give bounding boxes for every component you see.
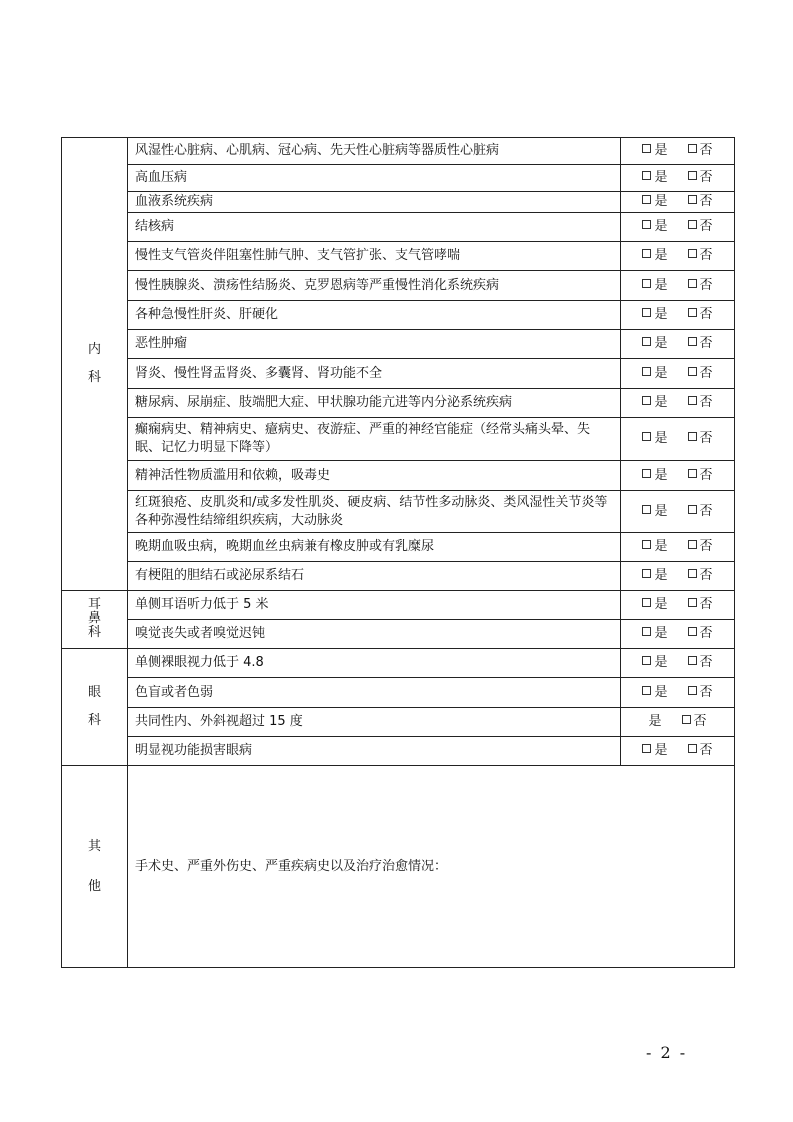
yes-checkbox[interactable] xyxy=(642,195,651,204)
yes-checkbox[interactable] xyxy=(642,308,651,317)
no-checkbox[interactable] xyxy=(688,540,697,549)
yes-checkbox[interactable] xyxy=(642,249,651,258)
table-row xyxy=(62,301,735,330)
condition-text: 共同性内、外斜视超过 15 度 xyxy=(128,708,621,737)
condition-text: 风湿性心脏病、心肌病、冠心病、先天性心脏病等器质性心脏病 xyxy=(128,138,621,165)
yes-option[interactable]: 是 xyxy=(642,654,667,672)
no-option[interactable]: 否 xyxy=(688,503,713,521)
condition-text: 嗅觉丧失或者嗅觉迟钝 xyxy=(128,620,621,649)
health-declaration-table xyxy=(61,137,735,968)
no-checkbox[interactable] xyxy=(688,337,697,346)
yes-checkbox[interactable] xyxy=(642,744,651,753)
yes-no-choice xyxy=(621,708,735,737)
yes-no-choice xyxy=(621,271,735,301)
yes-option[interactable]: 是 xyxy=(642,142,667,160)
condition-text: 恶性肿瘤 xyxy=(128,330,621,359)
table-row xyxy=(62,165,735,192)
table-row xyxy=(62,766,735,968)
yes-option[interactable]: 是 xyxy=(642,306,667,324)
yes-option[interactable]: 是 xyxy=(642,247,667,265)
no-checkbox[interactable] xyxy=(688,569,697,578)
yes-no-choice xyxy=(621,138,735,165)
condition-text: 癫痫病史、精神病史、癔病史、夜游症、严重的神经官能症（经常头痛头晕、失眠、记忆力明显下降等） xyxy=(128,418,621,461)
no-option[interactable]: 否 xyxy=(688,247,713,265)
yes-option[interactable]: 是 xyxy=(642,596,667,614)
yes-option[interactable]: 是 xyxy=(642,538,667,556)
yes-option[interactable]: 是 xyxy=(642,684,667,702)
table-row xyxy=(62,591,735,620)
no-checkbox[interactable] xyxy=(688,598,697,607)
condition-text: 精神活性物质滥用和依赖，吸毒史 xyxy=(128,461,621,491)
yes-option[interactable]: 是 xyxy=(642,277,667,295)
no-option[interactable]: 否 xyxy=(688,596,713,614)
yes-option[interactable]: 是 xyxy=(642,567,667,585)
no-option[interactable]: 否 xyxy=(688,538,713,556)
yes-checkbox[interactable] xyxy=(642,569,651,578)
condition-text: 有梗阻的胆结石或泌尿系结石 xyxy=(128,562,621,591)
yes-no-choice xyxy=(621,533,735,562)
condition-text: 晚期血吸虫病，晚期血丝虫病兼有橡皮肿或有乳糜尿 xyxy=(128,533,621,562)
no-option[interactable]: 否 xyxy=(688,335,713,353)
no-option[interactable]: 否 xyxy=(688,654,713,672)
other-history-label: 手术史、严重外伤史、严重疾病史以及治疗治愈情况： xyxy=(135,858,448,874)
yes-no-choice xyxy=(621,165,735,192)
no-option[interactable]: 否 xyxy=(688,277,713,295)
no-option[interactable]: 否 xyxy=(688,365,713,383)
no-option[interactable]: 否 xyxy=(688,193,713,211)
section-label-ophthalmology: 眼科 xyxy=(62,649,128,766)
yes-no-choice xyxy=(621,737,735,766)
yes-no-choice xyxy=(621,591,735,620)
table-row xyxy=(62,213,735,242)
yes-no-choice xyxy=(621,389,735,418)
no-checkbox[interactable] xyxy=(682,715,691,724)
section-label-other: 其他 xyxy=(62,766,128,968)
no-option[interactable]: 否 xyxy=(688,430,713,448)
table-row xyxy=(62,418,735,461)
no-checkbox[interactable] xyxy=(688,144,697,153)
no-checkbox[interactable] xyxy=(688,432,697,441)
no-checkbox[interactable] xyxy=(688,367,697,376)
yes-option[interactable]: 是 xyxy=(642,218,667,236)
no-checkbox[interactable] xyxy=(688,308,697,317)
yes-no-choice xyxy=(621,461,735,491)
table-row xyxy=(62,620,735,649)
table-row xyxy=(62,708,735,737)
yes-no-choice xyxy=(621,301,735,330)
no-option[interactable]: 否 xyxy=(688,625,713,643)
no-checkbox[interactable] xyxy=(688,396,697,405)
yes-no-choice xyxy=(621,491,735,533)
condition-text: 各种急慢性肝炎、肝硬化 xyxy=(128,301,621,330)
other-history-field[interactable] xyxy=(128,766,735,968)
no-checkbox[interactable] xyxy=(688,505,697,514)
page-number: - 2 - xyxy=(646,1043,688,1062)
yes-checkbox[interactable] xyxy=(642,432,651,441)
condition-text: 单侧耳语听力低于 5 米 xyxy=(128,591,621,620)
no-option[interactable]: 否 xyxy=(688,142,713,160)
yes-option[interactable]: 是 xyxy=(642,742,667,760)
yes-no-choice xyxy=(621,620,735,649)
table-row xyxy=(62,138,735,165)
condition-text: 高血压病 xyxy=(128,165,621,192)
yes-option[interactable]: 是 xyxy=(642,365,667,383)
section-label-internal-medicine: 内科 xyxy=(62,138,128,591)
yes-no-choice xyxy=(621,213,735,242)
table-row xyxy=(62,330,735,359)
table-row xyxy=(62,359,735,389)
no-checkbox[interactable] xyxy=(688,220,697,229)
yes-option[interactable]: 是 xyxy=(642,625,667,643)
yes-checkbox[interactable] xyxy=(642,469,651,478)
no-option[interactable]: 否 xyxy=(682,713,707,731)
yes-option[interactable]: 是 xyxy=(642,503,667,521)
no-checkbox[interactable] xyxy=(688,744,697,753)
condition-text: 单侧裸眼视力低于 4.8 xyxy=(128,649,621,678)
no-option[interactable]: 否 xyxy=(688,169,713,187)
no-checkbox[interactable] xyxy=(688,171,697,180)
yes-checkbox[interactable] xyxy=(642,337,651,346)
table-row xyxy=(62,271,735,301)
no-option[interactable]: 否 xyxy=(688,567,713,585)
no-option[interactable]: 否 xyxy=(688,306,713,324)
yes-checkbox[interactable] xyxy=(642,144,651,153)
no-checkbox[interactable] xyxy=(688,656,697,665)
condition-text: 明显视功能损害眼病 xyxy=(128,737,621,766)
yes-no-choice xyxy=(621,359,735,389)
yes-checkbox[interactable] xyxy=(642,505,651,514)
yes-no-choice xyxy=(621,562,735,591)
yes-checkbox[interactable] xyxy=(642,540,651,549)
condition-text: 血液系统疾病 xyxy=(128,192,621,213)
no-checkbox[interactable] xyxy=(688,279,697,288)
yes-checkbox[interactable] xyxy=(642,598,651,607)
no-option[interactable]: 否 xyxy=(688,742,713,760)
yes-no-choice xyxy=(621,192,735,213)
yes-no-choice xyxy=(621,242,735,271)
condition-text: 结核病 xyxy=(128,213,621,242)
yes-option[interactable]: 是 xyxy=(642,467,667,485)
no-option[interactable]: 否 xyxy=(688,218,713,236)
no-checkbox[interactable] xyxy=(688,249,697,258)
no-checkbox[interactable] xyxy=(688,469,697,478)
table-row xyxy=(62,461,735,491)
yes-checkbox[interactable] xyxy=(642,656,651,665)
no-option[interactable]: 否 xyxy=(688,394,713,412)
condition-text: 慢性胰腺炎、溃疡性结肠炎、克罗恩病等严重慢性消化系统疾病 xyxy=(128,271,621,301)
yes-checkbox[interactable] xyxy=(642,220,651,229)
condition-text: 色盲或者色弱 xyxy=(128,678,621,708)
table-row xyxy=(62,491,735,533)
table-row xyxy=(62,533,735,562)
yes-checkbox[interactable] xyxy=(642,396,651,405)
yes-option[interactable]: 是 xyxy=(642,394,667,412)
no-checkbox[interactable] xyxy=(688,686,697,695)
yes-option[interactable]: 是 xyxy=(642,193,667,211)
yes-no-choice xyxy=(621,330,735,359)
yes-checkbox[interactable] xyxy=(642,686,651,695)
no-option[interactable]: 否 xyxy=(688,467,713,485)
section-label-ent: 耳鼻科 xyxy=(62,591,128,649)
table-row xyxy=(62,242,735,271)
no-option[interactable]: 否 xyxy=(688,684,713,702)
table-row xyxy=(62,649,735,678)
yes-no-choice xyxy=(621,649,735,678)
yes-checkbox[interactable] xyxy=(642,171,651,180)
no-checkbox[interactable] xyxy=(688,627,697,636)
condition-text: 红斑狼疮、皮肌炎和/或多发性肌炎、硬皮病、结节性多动脉炎、类风湿性关节炎等各种弥漫性结缔组织疾病，大动脉炎 xyxy=(128,491,621,533)
yes-no-choice xyxy=(621,678,735,708)
table-row xyxy=(62,562,735,591)
yes-no-choice xyxy=(621,418,735,461)
yes-checkbox[interactable] xyxy=(642,627,651,636)
table-row xyxy=(62,192,735,213)
table-row xyxy=(62,678,735,708)
table-row xyxy=(62,389,735,418)
table-row xyxy=(62,737,735,766)
yes-checkbox[interactable] xyxy=(642,279,651,288)
yes-option[interactable]: 是 xyxy=(648,714,662,729)
yes-option[interactable]: 是 xyxy=(642,430,667,448)
condition-text: 肾炎、慢性肾盂肾炎、多囊肾、肾功能不全 xyxy=(128,359,621,389)
yes-checkbox[interactable] xyxy=(642,367,651,376)
yes-option[interactable]: 是 xyxy=(642,169,667,187)
yes-option[interactable]: 是 xyxy=(642,335,667,353)
no-checkbox[interactable] xyxy=(688,195,697,204)
condition-text: 糖尿病、尿崩症、肢端肥大症、甲状腺功能亢进等内分泌系统疾病 xyxy=(128,389,621,418)
condition-text: 慢性支气管炎伴阻塞性肺气肿、支气管扩张、支气管哮喘 xyxy=(128,242,621,271)
